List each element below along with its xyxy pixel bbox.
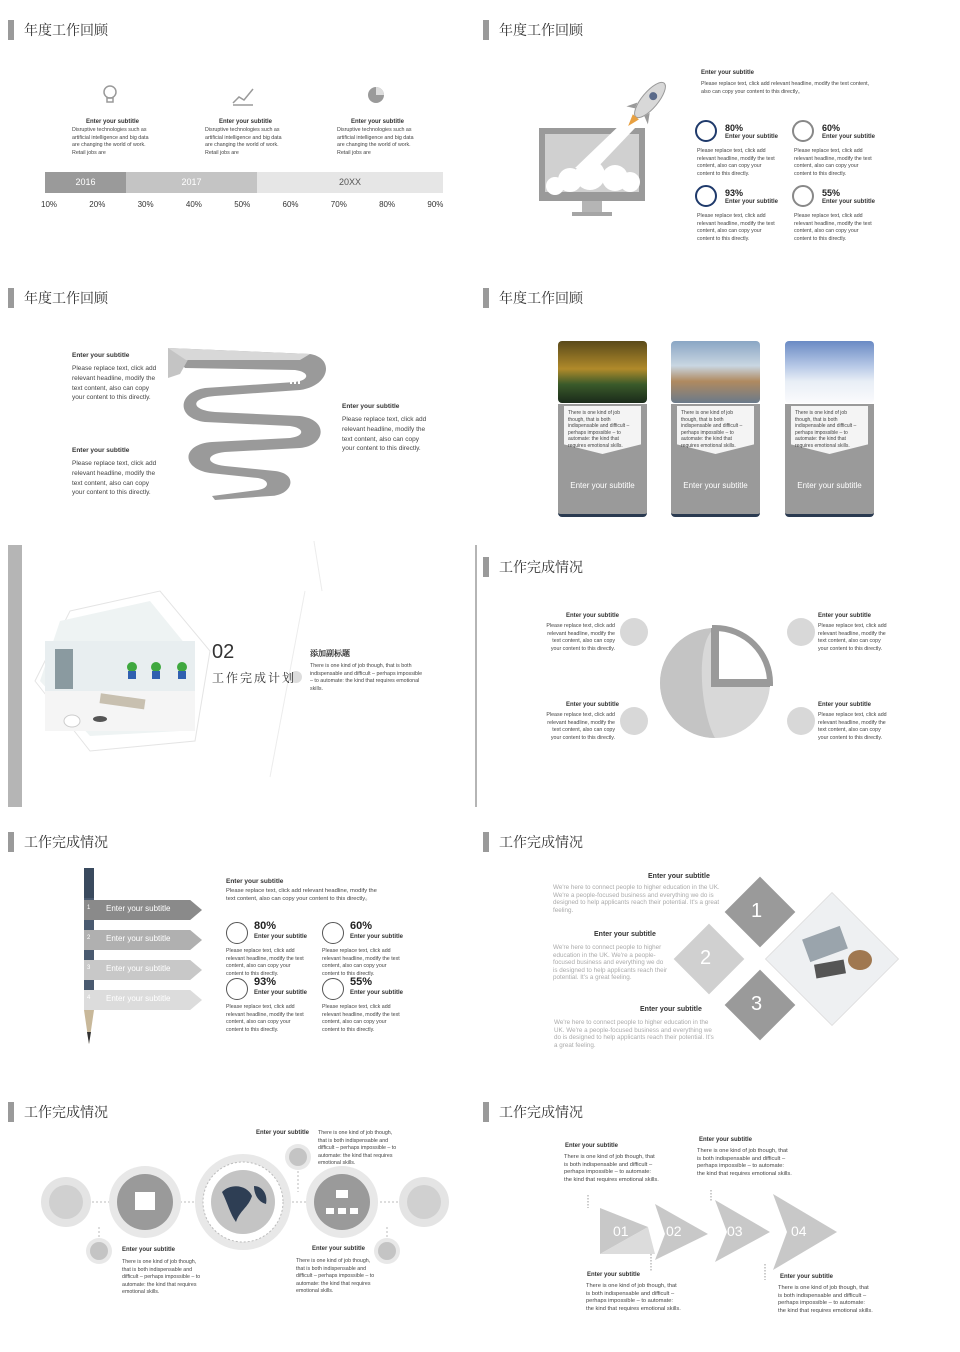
step-03: 03 <box>727 1223 743 1239</box>
rocket-icon <box>792 120 814 142</box>
pencil-arrow-label: Enter your subtitle <box>106 964 171 973</box>
stat-text: Please replace text, click add relevant headline, modify the text content, also can copy your content to this directly. <box>794 213 872 242</box>
timeline-segment-2016: 2016 <box>45 172 126 193</box>
item-1-subtitle: Enter your subtitle <box>256 1130 310 1136</box>
stat-subtitle: Enter your subtitle <box>350 990 404 996</box>
slide-title: 工作完成情况 <box>499 835 583 851</box>
pencil-arrow-number: 4 <box>87 995 91 1001</box>
section-subheading: 添加副标题 <box>310 649 350 658</box>
chart-trend-icon <box>233 89 253 105</box>
slide-5-section-divider <box>0 541 470 807</box>
timeline-segment-2017: 2017 <box>126 172 257 193</box>
slide-title: 工作完成情况 <box>24 835 108 851</box>
item-2-text: Please replace text, click add relevant headline, modify the text content, also can copy your content to this directly. <box>546 712 615 741</box>
stat-text: Please replace text, click add relevant headline, modify the text content, also can copy your content to this directly. <box>322 948 400 977</box>
item-2-text: There is one kind of job though, that is both indispensable and difficult – perhaps impossible – to automate: the kind that requires emotional skills. <box>122 1259 201 1296</box>
growth-chart-icon <box>226 978 248 1000</box>
item-3-text: There is one kind of job though, that is both indispensable and difficult – perhaps impossible – to automate: the kind that requires emotional skills. <box>296 1258 375 1295</box>
item-4-subtitle: Enter your subtitle <box>818 702 872 708</box>
intro-text: Please replace text, click add relevant headline, modify the text content, also can copy your content to this directly。 <box>226 888 377 902</box>
item-2-subtitle: Enter your subtitle <box>122 1247 176 1253</box>
slide-10-status-arrows <box>475 1082 945 1352</box>
step-02: 02 <box>666 1223 682 1239</box>
stat-percent: 80% <box>725 123 744 133</box>
stat-text: Please replace text, click add relevant headline, modify the text content, also can copy your content to this directly. <box>226 948 304 977</box>
diamond-number-2: 2 <box>700 947 712 969</box>
stat-subtitle: Enter your subtitle <box>822 134 876 140</box>
stat-text: Please replace text, click add relevant headline, modify the text content, also can copy your content to this directly. <box>322 1004 400 1033</box>
hand-icon <box>787 707 815 735</box>
item-1-subtitle: Enter your subtitle <box>72 352 130 359</box>
axis-tick-label: 90% <box>427 200 444 209</box>
lightbulb-icon <box>620 618 648 646</box>
slide-9-status-circles <box>0 1082 470 1352</box>
slide-4-review-photo-cards <box>475 268 945 530</box>
people-small-icon <box>86 1238 112 1264</box>
item-1-subtitle: Enter your subtitle <box>565 1143 619 1149</box>
stat-subtitle: Enter your subtitle <box>725 199 779 205</box>
step-01: 01 <box>613 1223 629 1239</box>
axis-tick-label: 80% <box>379 200 396 209</box>
item-3-subtitle: Enter your subtitle <box>587 1272 641 1278</box>
col-2-subtitle: Enter your subtitle <box>219 119 273 125</box>
hierarchy-circle <box>306 1166 378 1238</box>
col-3-text: Disruptive technologies such as artificial intelligence and big data are changing the world of work. Retail jobs are <box>337 127 414 156</box>
slide-title: 工作完成情况 <box>499 1105 583 1121</box>
circle-process-diagram <box>0 1082 470 1352</box>
item-3-subtitle: Enter your subtitle <box>342 403 400 410</box>
globe-circle <box>195 1154 291 1250</box>
card-photo <box>558 341 647 403</box>
item-4-text: Please replace text, click add relevant headline, modify the text content, also can copy your content to this directly. <box>818 712 887 741</box>
card-text: There is one kind of job though, that is both indispensable and difficult – perhaps impossible – to automate: the kind that requires emotional skills. <box>568 410 630 449</box>
item-3-text: Please replace text, click add relevant headline, modify the text content, also can copy your content to this directly. <box>818 623 887 652</box>
pencil-arrow-number: 1 <box>87 905 91 911</box>
axis-tick-label: 30% <box>137 200 154 209</box>
slide-title: 年度工作回顾 <box>499 23 583 39</box>
item-3-text: We're here to connect people to higher education in the UK. We're a people-focused business and everything we do is designed to help applicants reach their potential. It's a great feeling. <box>554 1019 714 1049</box>
axis-tick-label: 60% <box>282 200 299 209</box>
slide-title: 年度工作回顾 <box>24 23 108 39</box>
intro-text: Please replace text, click add relevant headline, modify the text content, also can copy your content to this directly。 <box>701 81 870 95</box>
intro-subtitle: Enter your subtitle <box>701 70 755 76</box>
pencil-arrow-label: Enter your subtitle <box>106 904 171 913</box>
item-2-subtitle: Enter your subtitle <box>566 702 620 708</box>
diamond-number-3: 3 <box>751 993 763 1015</box>
col-2-text: Disruptive technologies such as artificial intelligence and big data are changing the world of work. Retail jobs are <box>205 127 282 156</box>
slide-3-review-spiral <box>0 268 470 530</box>
alarm-clock-icon <box>226 922 248 944</box>
item-4-subtitle: Enter your subtitle <box>780 1274 834 1280</box>
stat-percent: 93% <box>254 976 277 988</box>
rocket-icon <box>787 618 815 646</box>
stat-percent: 55% <box>822 188 841 198</box>
item-2-subtitle: Enter your subtitle <box>594 931 656 938</box>
item-2-text: There is one kind of job though, that is both indispensable and difficult – perhaps impossible – to automate: the kind that requires emotional skills. <box>697 1148 792 1177</box>
item-1-text: Please replace text, click add relevant headline, modify the text content, also can copy your content to this directly. <box>546 623 615 652</box>
card-photo <box>785 341 874 403</box>
card-text: There is one kind of job though, that is both indispensable and difficult – perhaps impossible – to automate: the kind that requires emotional skills. <box>681 410 743 449</box>
item-3-subtitle: Enter your subtitle <box>312 1246 366 1252</box>
card-photo <box>671 341 760 403</box>
lightbulb-icon <box>104 86 116 102</box>
sphere-illustration <box>475 541 945 807</box>
stat-subtitle: Enter your subtitle <box>822 199 876 205</box>
arrow-steps-diagram <box>475 1082 945 1352</box>
timeline-segment-20xx: 20XX <box>257 172 443 193</box>
item-2-text: We're here to connect people to higher education in the UK. We're a people-focused business and everything we do is designed to help applicants reach their potential. It's a great feeling. <box>553 944 668 982</box>
growth-chart-icon <box>695 185 717 207</box>
slide-title: 年度工作回顾 <box>499 291 583 307</box>
pencil-arrow-number: 3 <box>87 965 91 971</box>
pie-chart-icon <box>368 87 384 103</box>
atom-small-icon <box>285 1144 311 1170</box>
stat-text: Please replace text, click add relevant headline, modify the text content, also can copy your content to this directly. <box>226 1004 304 1033</box>
stat-subtitle: Enter your subtitle <box>350 934 404 940</box>
card-label: Enter your subtitle <box>570 481 635 490</box>
item-4-text: There is one kind of job though, that is both indispensable and difficult – perhaps impossible – to automate: the kind that requires emotional skills. <box>778 1285 873 1314</box>
stat-percent: 60% <box>350 920 373 932</box>
lightbulb-icon <box>322 978 344 1000</box>
item-1-text: Please replace text, click add relevant headline, modify the text content, also can copy your content to this directly. <box>72 365 157 402</box>
card-label: Enter your subtitle <box>797 481 862 490</box>
section-number: 02 <box>212 641 235 663</box>
slide-title: 工作完成情况 <box>499 560 583 576</box>
step-04: 04 <box>791 1223 807 1239</box>
item-1-text: There is one kind of job though, that is both indispensable and difficult – perhaps impossible – to automate: the kind that requires emotional skills. <box>318 1130 397 1167</box>
slide-title: 工作完成情况 <box>24 1105 108 1121</box>
lightbulb-icon <box>792 185 814 207</box>
title-accent-bar <box>483 288 489 308</box>
card-label: Enter your subtitle <box>683 481 748 490</box>
chart-circle <box>41 1177 91 1227</box>
item-2-subtitle: Enter your subtitle <box>699 1137 753 1143</box>
alarm-clock-icon <box>695 120 717 142</box>
card-text: There is one kind of job though, that is both indispensable and difficult – perhaps impossible – to automate: the kind that requires emotional skills. <box>795 410 857 449</box>
rocket-icon <box>322 922 344 944</box>
stat-subtitle: Enter your subtitle <box>254 990 308 996</box>
stat-subtitle: Enter your subtitle <box>254 934 308 940</box>
axis-tick-label: 70% <box>330 200 347 209</box>
rocket-small-icon <box>278 464 284 472</box>
section-heading: 工作完成计划 <box>212 671 297 685</box>
axis-tick-label: 40% <box>185 200 202 209</box>
stat-text: Please replace text, click add relevant headline, modify the text content, also can copy your content to this directly. <box>697 213 775 242</box>
pencil-arrow-label: Enter your subtitle <box>106 994 171 1003</box>
pencil-arrow-label: Enter your subtitle <box>106 934 171 943</box>
item-3-subtitle: Enter your subtitle <box>818 613 872 619</box>
slide-title: 年度工作回顾 <box>24 291 108 307</box>
stat-percent: 55% <box>350 976 373 988</box>
document-circle <box>399 1177 449 1227</box>
item-3-subtitle: Enter your subtitle <box>640 1006 702 1013</box>
slide-1-review-timeline <box>0 0 470 262</box>
col-1-text: Disruptive technologies such as artificial intelligence and big data are changing the world of work. Retail jobs are <box>72 127 149 156</box>
airplane-icon <box>620 707 648 735</box>
pencil-arrow-number: 2 <box>87 935 91 941</box>
calendar-circle <box>109 1166 181 1238</box>
play-small-icon <box>374 1238 400 1264</box>
growth-chart-icon <box>290 373 300 384</box>
axis-tick-label: 20% <box>89 200 106 209</box>
item-3-text: Please replace text, click add relevant headline, modify the text content, also can copy your content to this directly. <box>342 416 427 453</box>
item-1-text: We're here to connect people to higher education in the UK. We're a people-focused business and everything we do is designed to help applicants reach their potential. It's a great feeling. <box>553 884 720 914</box>
stat-text: Please replace text, click add relevant headline, modify the text content, also can copy your content to this directly. <box>794 148 872 177</box>
axis-tick-label: 50% <box>234 200 251 209</box>
slide-6-status-sphere <box>475 541 945 807</box>
desk-photo <box>45 641 195 731</box>
col-3-subtitle: Enter your subtitle <box>351 119 405 125</box>
slide-8-status-diamonds <box>475 812 945 1074</box>
item-3-text: There is one kind of job though, that is both indispensable and difficult – perhaps impossible – to automate: the kind that requires emotional skills. <box>586 1283 681 1312</box>
item-1-subtitle: Enter your subtitle <box>566 613 620 619</box>
section-text: There is one kind of job though, that is both indispensable and difficult – perhaps impossible – to automate: the kind that requires emotional skills. <box>310 663 423 692</box>
item-2-subtitle: Enter your subtitle <box>72 447 130 454</box>
stat-subtitle: Enter your subtitle <box>725 134 779 140</box>
stat-percent: 60% <box>822 123 841 133</box>
stat-text: Please replace text, click add relevant headline, modify the text content, also can copy your content to this directly. <box>697 148 775 177</box>
item-1-text: There is one kind of job though, that is both indispensable and difficult – perhaps impossible – to automate: the kind that requires emotional skills. <box>564 1154 659 1183</box>
spiral-ribbon-illustration <box>0 268 470 530</box>
stat-percent: 93% <box>725 188 744 198</box>
slide-2-review-rocket <box>475 0 945 262</box>
axis-tick-label: 10% <box>41 200 58 209</box>
stat-percent: 80% <box>254 920 277 932</box>
item-1-subtitle: Enter your subtitle <box>648 873 710 880</box>
col-1-subtitle: Enter your subtitle <box>86 119 140 125</box>
leaf-icon <box>281 426 290 434</box>
slide-7-status-pencil <box>0 812 470 1074</box>
intro-subtitle: Enter your subtitle <box>226 878 284 885</box>
item-2-text: Please replace text, click add relevant headline, modify the text content, also can copy your content to this directly. <box>72 460 157 497</box>
diamond-number-1: 1 <box>751 900 763 922</box>
